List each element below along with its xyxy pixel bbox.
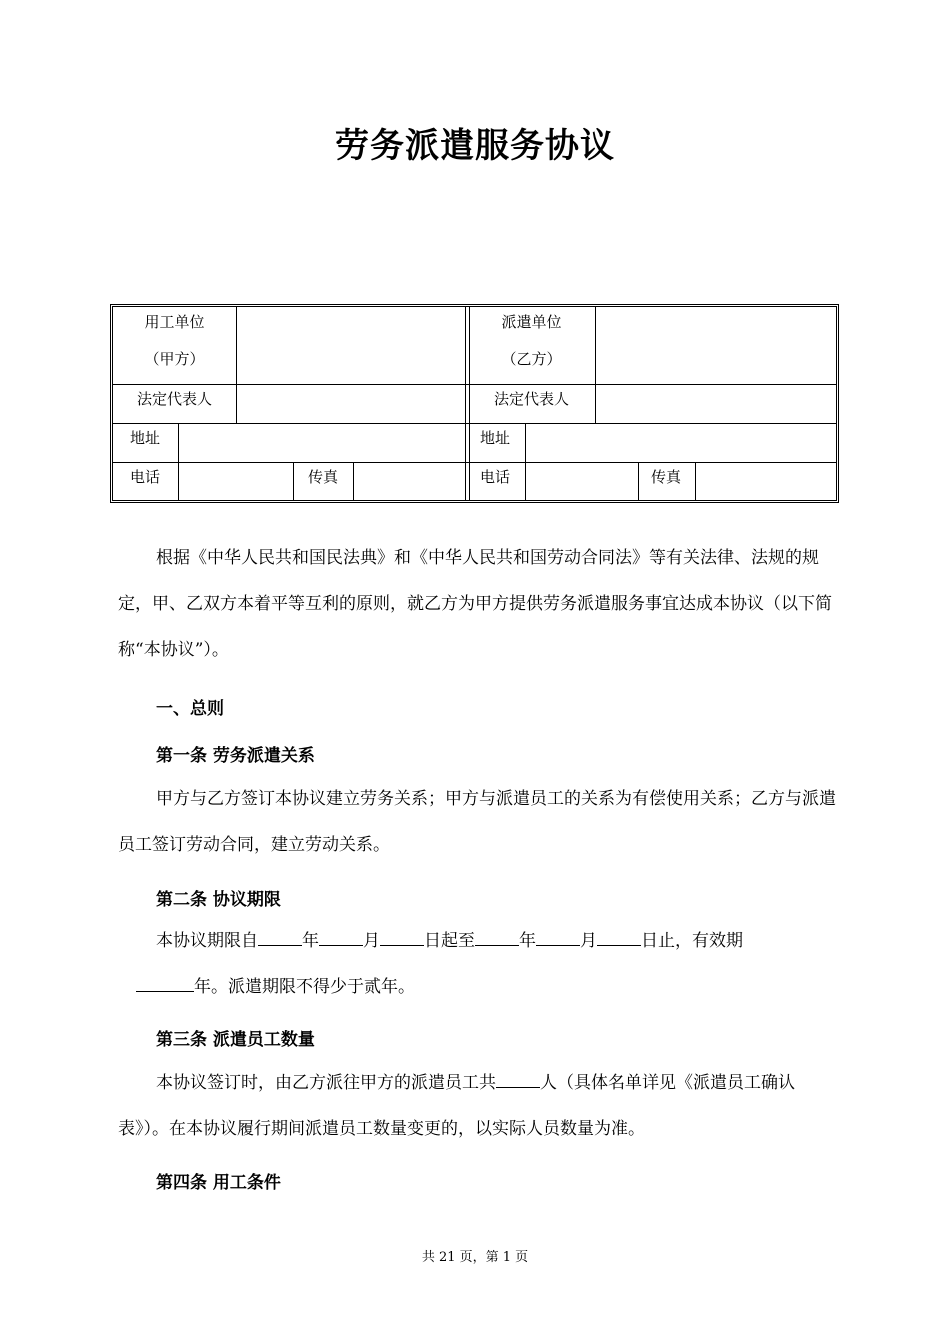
- article-2-heading: 第二条 协议期限: [156, 890, 281, 910]
- until-day-word: 日止，有效期: [641, 931, 743, 951]
- start-year-blank[interactable]: [258, 927, 302, 946]
- phone-left-label: 电话: [130, 468, 161, 486]
- phone-right-label: 电话: [480, 468, 511, 486]
- party-info-table: [110, 304, 839, 503]
- legal-rep-left-label: 法定代表人: [136, 390, 212, 408]
- year-word: 年: [302, 931, 319, 951]
- intro-paragraph: 根据《中华人民共和国民法典》和《中华人民共和国劳动合同法》等有关法律、法规的规定，甲、乙双方本着平等互利的原则，就乙方为甲方提供劳务派遣服务事宜达成本协议（以下简称“本协议”）。: [118, 548, 832, 660]
- year-word-2: 年: [519, 931, 536, 951]
- article-3-text-end: 人（具体名单详见《派遣员工确认表》）。在本协议履行期间派遣员工数量变更的，以实际人员数量为准。: [118, 1073, 795, 1139]
- address-left-label: 地址: [130, 429, 161, 447]
- page-footer: 共 21 页，第 1 页: [421, 1250, 529, 1265]
- month-word: 月: [363, 931, 380, 951]
- term-tail-text: 年。派遣期限不得少于贰年。: [194, 977, 415, 997]
- document-title: 劳务派遣服务协议: [335, 126, 615, 166]
- legal-rep-right-label: 法定代表人: [493, 390, 569, 408]
- article-4-heading: 第四条 用工条件: [156, 1173, 281, 1193]
- party-a-label: （甲方）: [144, 350, 205, 368]
- valid-years-blank[interactable]: [136, 973, 194, 992]
- article-2-line-1: [156, 918, 846, 964]
- fax-right-label: 传真: [651, 468, 682, 486]
- article-1-heading: 第一条 劳务派遣关系: [156, 746, 315, 766]
- start-day-blank[interactable]: [380, 927, 424, 946]
- end-year-blank[interactable]: [475, 927, 519, 946]
- start-month-blank[interactable]: [319, 927, 363, 946]
- article-3-heading: 第三条 派遣员工数量: [156, 1030, 315, 1050]
- employee-count-blank[interactable]: [496, 1069, 540, 1088]
- article-1-text: 甲方与乙方签订本协议建立劳务关系；甲方与派遣员工的关系为有偿使用关系；乙方与派遣员工签订劳动合同，建立劳动关系。: [118, 789, 836, 855]
- dispatcher-label: 派遣单位: [501, 313, 562, 331]
- party-b-label: （乙方）: [501, 350, 562, 368]
- section-general-heading: 一、总则: [156, 699, 224, 719]
- article-2-line-2: [136, 964, 856, 1010]
- end-day-blank[interactable]: [597, 927, 641, 946]
- article-3-text: [118, 1060, 838, 1152]
- term-text-start: 本协议期限自: [156, 931, 258, 951]
- month-word-2: 月: [580, 931, 597, 951]
- from-day-word: 日起至: [424, 931, 475, 951]
- end-month-blank[interactable]: [536, 927, 580, 946]
- address-right-label: 地址: [480, 429, 511, 447]
- article-3-text-start: 本协议签订时，由乙方派往甲方的派遣员工共: [156, 1073, 496, 1093]
- employer-label: 用工单位: [144, 313, 205, 331]
- fax-left-label: 传真: [308, 468, 339, 486]
